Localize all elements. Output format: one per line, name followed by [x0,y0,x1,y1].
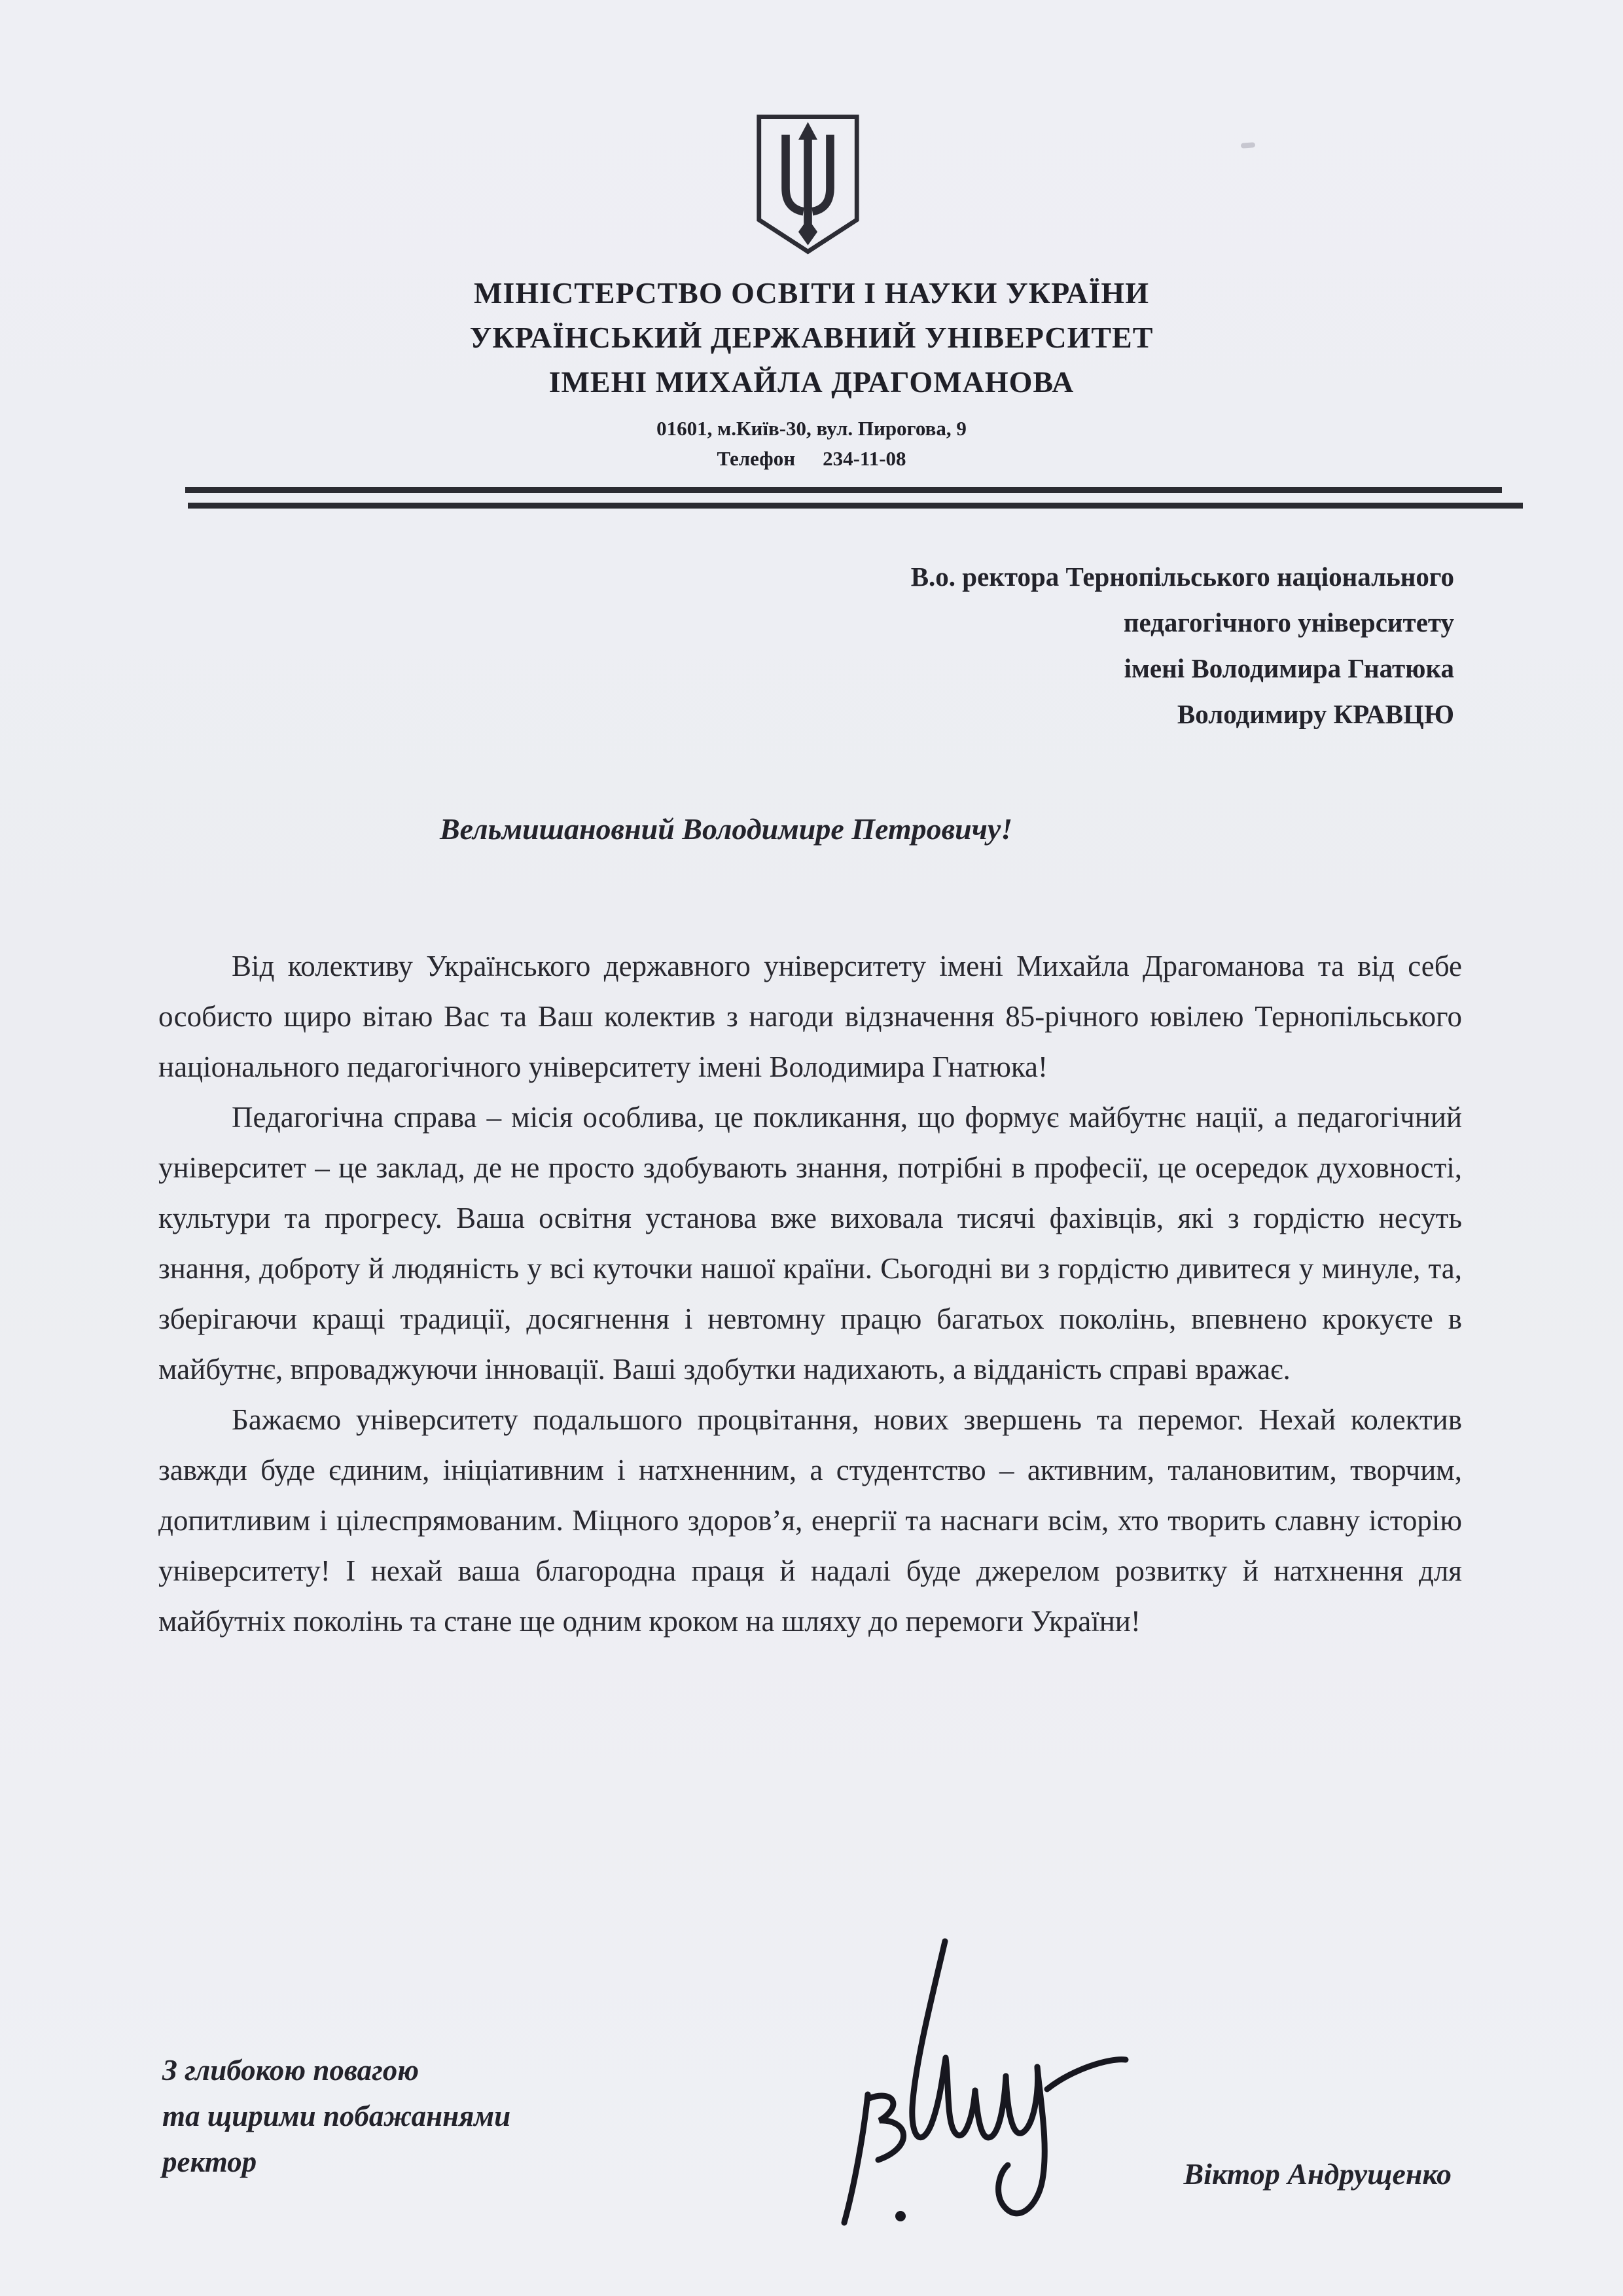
signer-name: Віктор Андрущенко [1183,2157,1452,2191]
body-paragraph: Від колективу Українського державного університету імені Михайла Драгоманова та від себе особисто щиро вітаю Вас та Ваш колектив з нагоди відзначення 85-річного ювілею Тернопільського національного педагогічного університету імені Володимира Гнатюка! [158,950,1462,1083]
body-paragraph: Педагогічна справа – місія особлива, це покликання, що формує майбутнє нації, а педагогічний університет – це заклад, де не просто здобувають знання, потрібні в професії, це осередок духовності, культури та прогресу. Ваша освітня установа вже виховала тисячі фахівців, які з гордістю несуть знання, доброту й людяність у всі куточки нашої країни. Сьогодні ви з гордістю дивитеся у минуле, та, зберігаючи кращі традиції, досягнення і невтомну працю багатьох поколінь, впевнено крокуєте в майбутнє, впроваджуючи інновації. Ваші здобутки надихають, а відданість справі вражає. [158,1101,1462,1386]
rule-top-bar [185,487,1502,493]
university-address: 01601, м.Київ-30, вул. Пирогова, 9 [656,417,967,440]
phone-number: 234-11-08 [823,447,906,470]
salutation: Вельмишановний Володимире Петровичу! [440,812,1013,846]
signature-scribble [817,1929,1209,2237]
closing-line: З глибокою повагою [162,2054,419,2087]
recipient-line: імені Володимира Гнатюка [1124,653,1454,683]
rule-bottom-bar [188,503,1523,509]
phone-line [0,444,1623,474]
phone-label: Телефон [717,447,796,470]
tryzub-emblem-icon [754,113,862,257]
recipient-block [911,554,1454,737]
university-name: УКРАЇНСЬКИЙ ДЕРЖАВНИЙ УНІВЕРСИТЕТ [469,321,1154,354]
scan-artifact [1241,142,1256,149]
ministry-name: МІНІСТЕРСТВО ОСВІТИ І НАУКИ УКРАЇНИ [474,276,1149,310]
recipient-line: Володимиру КРАВЦЮ [1177,699,1454,729]
letter-body [158,941,1462,1647]
closing-line: та щирими побажаннями [162,2100,511,2132]
university-patron-name: ІМЕНІ МИХАЙЛА ДРАГОМАНОВА [548,365,1075,399]
letterhead [0,271,1623,474]
body-paragraph: Бажаємо університету подальшого процвітання, нових звершень та перемог. Нехай колектив завжди буде єдиним, ініціативним і натхненним, а студентство – активним, талановитим, творчим, допитливим і цілеспрямованим. Міцного здоров’я, енергії та наснаги всім, хто творить славну історію університету! І нехай ваша благородна праця й надалі буде джерелом розвитку й натхнення для майбутніх поколінь та стане ще одним кроком на шляху до перемоги України! [158,1403,1462,1638]
recipient-line: В.о. ректора Тернопільського національного [910,562,1454,592]
double-rule [185,487,1523,509]
closing-block [162,2047,510,2185]
closing-line: ректор [162,2145,257,2178]
recipient-line: педагогічного університету [1123,607,1454,637]
